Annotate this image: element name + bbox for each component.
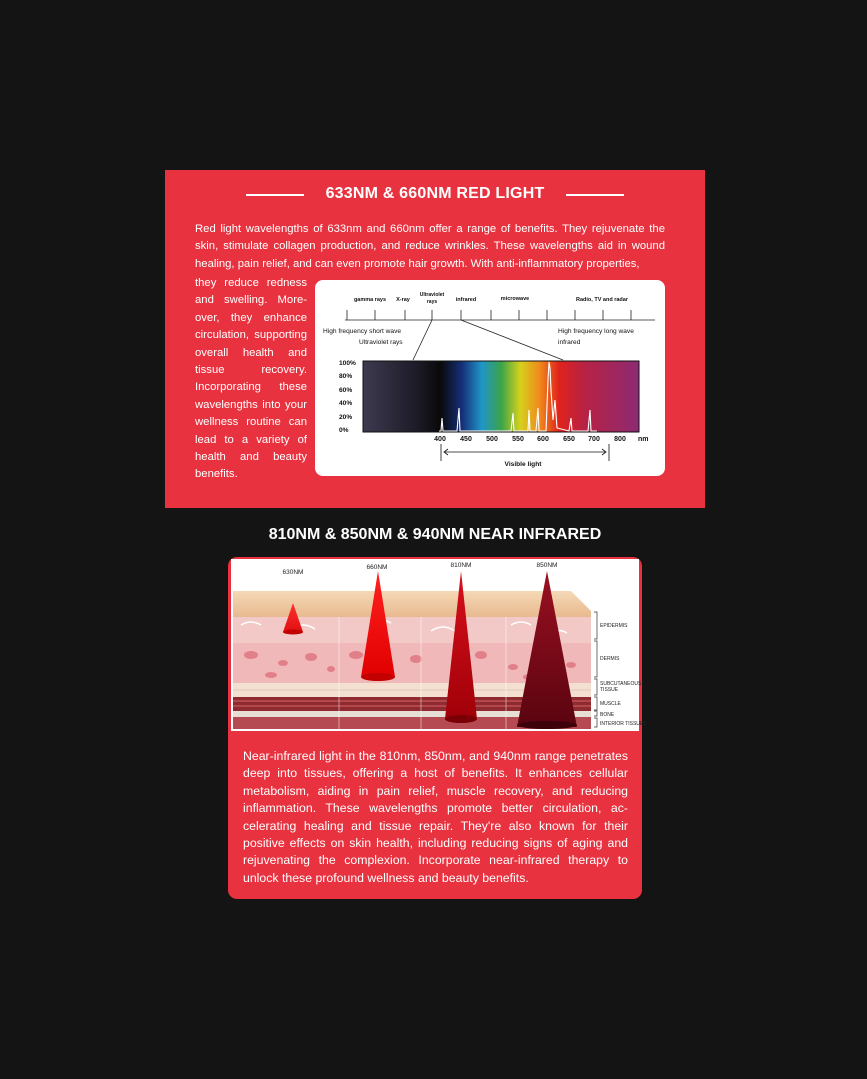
red-light-title: 633NM & 660NM RED LIGHT (325, 185, 545, 202)
visible-spectrum-band (363, 361, 639, 432)
band-label-gamma: gamma rays (353, 297, 387, 303)
x-tick-550: 550 (512, 436, 524, 443)
red-light-side-text: they reduce redness and swelling. Moreover, they enhance circulation, supporting overall health and tissue recovery. Incorporating these wavelengths into your wellness routine can lead to a variety of health and beauty benefits. (195, 277, 307, 481)
band-label-microwave: microwave (500, 296, 530, 302)
nir-panel (228, 557, 647, 899)
layer-label-dermis: DERMIS (600, 656, 620, 662)
x-axis-unit: nm (638, 436, 649, 443)
x-tick-700: 700 (588, 436, 600, 443)
visible-light-label: Visible light (504, 461, 542, 468)
label-810nm: 810NM (450, 562, 472, 569)
high-frequency-short-wave-label: High frequency short wave (323, 328, 402, 335)
layer-label-epidermis: EPIDERMIS (600, 623, 628, 629)
layer-label-tissue: TISSUE (600, 687, 619, 693)
x-tick-500: 500 (486, 436, 498, 443)
frequency-scale-line (345, 310, 655, 360)
skin-penetration-diagram (231, 559, 647, 731)
y-tick-100: 100% (339, 360, 356, 367)
skin-layers-illustration (231, 559, 647, 731)
visible-light-bracket (441, 444, 609, 461)
nir-body-text: Near-infrared light in the 810nm, 850nm, and 940nm range penetrates deep into tissues, offering a host of benefits. It enhances cellular metabolism, aiding in pain relief, muscle recovery, and reducing inflammation. These wavelengths promote better circulation, accelerating healing and tissue repair. They're also known for their positive effects on skin health, including reducing signs of aging and rejuvenating the complexion. Incorporate near-infrared therapy to unlock these profound wellness and beauty benefits. (243, 749, 628, 885)
band-label-xray: X-ray (396, 297, 410, 303)
ultraviolet-rays-label: Ultraviolet rays (359, 339, 403, 346)
layer-label-subcutaneous: SUBCUTANEOUS (600, 681, 642, 687)
band-label-radio: Radio, TV and radar (576, 297, 628, 303)
label-660nm: 660NM (366, 564, 388, 571)
band-label-uv: Ultraviolet (419, 292, 445, 298)
layer-label-interior: INTERIOR TISSUES (600, 721, 647, 727)
x-tick-400: 400 (434, 436, 446, 443)
layer-label-bone: BONE (600, 712, 615, 718)
layer-label-muscle: MUSCLE (600, 701, 621, 707)
red-light-panel (165, 170, 705, 508)
epidermis-top-surface (233, 591, 591, 617)
y-tick-40: 40% (339, 400, 353, 407)
spectrum-diagram (315, 280, 665, 476)
red-light-intro-text: Red light wavelengths of 633nm and 660nm offer a range of benefits. They rejuvenate the skin, stimulate collagen production, and reduce wrinkles. These wavelengths aid in wound healing, pain relief, and can even promote hair growth. With anti-inflammatory properties, (195, 223, 665, 270)
band-label-infrared: infrared (455, 297, 477, 303)
x-tick-450: 450 (460, 436, 472, 443)
y-tick-80: 80% (339, 373, 353, 380)
nir-title: 810NM & 850NM & 940NM NEAR INFRARED (268, 526, 602, 543)
label-630nm: 630NM (282, 569, 304, 576)
y-tick-60: 60% (339, 387, 353, 394)
band-label-uv-rays: rays (426, 299, 438, 305)
x-tick-650: 650 (563, 436, 575, 443)
x-tick-600: 600 (537, 436, 549, 443)
y-tick-0: 0% (339, 427, 349, 434)
y-tick-20: 20% (339, 414, 353, 421)
label-850nm: 850NM (536, 562, 558, 569)
x-tick-800: 800 (614, 436, 626, 443)
infrared-label: infrared (558, 339, 581, 346)
spectrum-diagram-card (315, 280, 665, 476)
high-frequency-long-wave-label: High frequency long wave (558, 328, 634, 335)
